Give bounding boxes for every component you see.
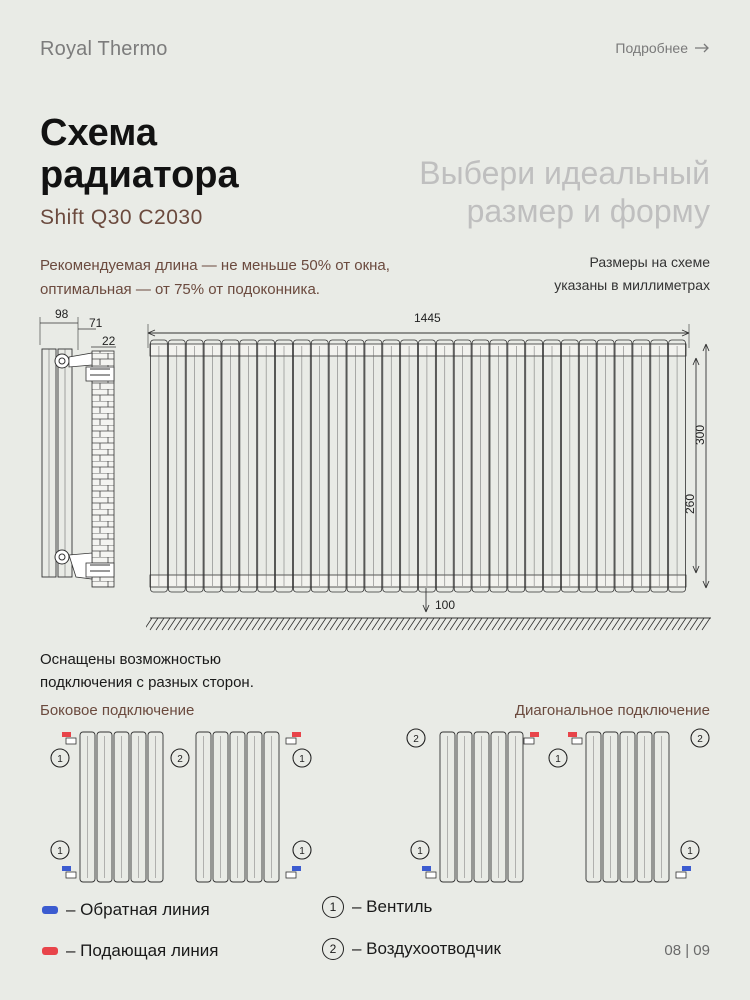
page-title <box>40 112 340 196</box>
dimensions-note-line-1: Размеры на схеме <box>589 254 710 270</box>
return-line-swatch <box>42 906 58 914</box>
svg-text:1: 1 <box>57 754 63 765</box>
svg-text:1: 1 <box>687 846 693 857</box>
recommendation-text <box>40 254 460 302</box>
dim-depth-label: 98 <box>55 307 69 321</box>
dim-axis-label: 260 <box>683 493 698 515</box>
brand-logo: Royal Thermo <box>40 38 168 60</box>
slogan-line-1: Выбери идеальный <box>419 155 710 191</box>
recommendation-line-2: оптимальная — от 75% от подоконника. <box>40 281 320 298</box>
air-vent-marker-icon: 2 <box>322 938 344 960</box>
connection-schemes <box>40 722 710 892</box>
dim-floor-label: 100 <box>435 598 456 612</box>
connection-note <box>40 648 340 694</box>
legend-air <box>322 938 501 960</box>
svg-text:1: 1 <box>417 846 423 857</box>
connection-note-line-1: Оснащены возможностью <box>40 651 221 668</box>
more-label: Подробнее <box>615 40 688 56</box>
dim-pipe-label: 22 <box>102 334 116 348</box>
side-view-diagram <box>36 305 136 595</box>
slogan <box>370 154 710 230</box>
dim-height-label: 300 <box>693 424 708 446</box>
front-view-diagram <box>146 318 716 634</box>
more-link[interactable] <box>615 40 710 56</box>
side-connection-title: Боковое подключение <box>40 702 195 719</box>
recommendation-line-1: Рекомендуемая длина — не меньше 50% от окна, <box>40 257 390 274</box>
legend-valve <box>322 896 432 918</box>
dim-wall-gap-label: 71 <box>89 316 103 330</box>
valve-label: – Вентиль <box>352 897 433 916</box>
svg-text:2: 2 <box>413 734 419 745</box>
dim-length-label: 1445 <box>414 311 441 325</box>
title-line-2: радиатора <box>40 154 239 196</box>
return-line-label: – Обратная линия <box>66 900 210 919</box>
diagonal-connection-title: Диагональное подключение <box>514 702 710 719</box>
legend-supply <box>42 941 218 961</box>
connection-note-line-2: подключения с разных сторон. <box>40 674 254 691</box>
svg-text:1: 1 <box>555 754 561 765</box>
title-line-1: Схема <box>40 112 158 154</box>
svg-text:1: 1 <box>299 754 305 765</box>
svg-text:1: 1 <box>299 846 305 857</box>
valve-marker-icon: 1 <box>322 896 344 918</box>
legend-return <box>42 900 210 920</box>
slogan-line-2: размер и форму <box>466 193 710 229</box>
supply-line-label: – Подающая линия <box>66 941 219 960</box>
svg-text:2: 2 <box>177 754 183 765</box>
dimensions-note <box>470 251 710 297</box>
page-number: 08 | 09 <box>664 942 710 959</box>
model-name: Shift Q30 C2030 <box>40 206 203 229</box>
air-vent-label: – Воздухоотводчик <box>352 939 501 958</box>
dimensions-note-line-2: указаны в миллиметрах <box>554 277 710 293</box>
svg-text:1: 1 <box>57 846 63 857</box>
supply-line-swatch <box>42 947 58 955</box>
arrow-right-icon <box>694 40 710 56</box>
svg-text:2: 2 <box>697 734 703 745</box>
